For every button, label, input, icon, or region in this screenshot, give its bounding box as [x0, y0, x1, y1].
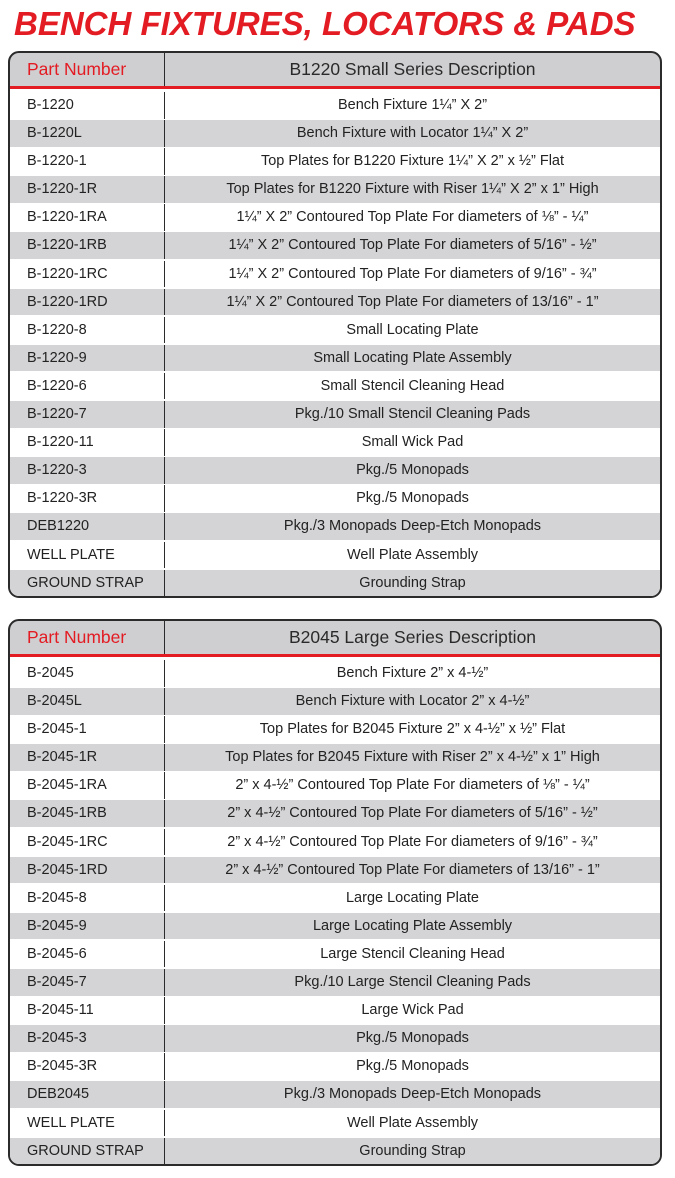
- table-row: [10, 997, 660, 1024]
- description-cell: Pkg./5 Monopads: [356, 490, 469, 507]
- table-row: [10, 716, 660, 743]
- page-title: BENCH FIXTURES, LOCATORS & PADS: [14, 5, 636, 42]
- part-number-cell: B-2045-1RC: [10, 829, 165, 856]
- part-number-cell: B-2045-3R: [10, 1053, 165, 1080]
- description-cell: 2” x 4-½” Contoured Top Plate For diameters of ⅛” - ¼”: [235, 777, 590, 794]
- description-cell: 2” x 4-½” Contoured Top Plate For diameters of 9/16” - ¾”: [227, 833, 598, 850]
- part-number-cell: B-2045-1RB: [10, 800, 165, 827]
- table-row: [10, 829, 660, 856]
- part-number-cell: B-1220-1: [10, 148, 165, 175]
- table-body: [10, 657, 660, 1164]
- description-cell: 1¼” X 2” Contoured Top Plate For diameters of 5/16” - ½”: [228, 237, 597, 254]
- table-row: [10, 485, 660, 512]
- description-cell: Grounding Strap: [359, 574, 466, 591]
- part-number-cell: B-2045-1: [10, 716, 165, 743]
- description-cell: 2” x 4-½” Contoured Top Plate For diameters of 5/16” - ½”: [227, 805, 598, 822]
- description-cell: Small Wick Pad: [361, 434, 464, 451]
- part-number-cell: WELL PLATE: [10, 1110, 165, 1137]
- description-cell: Top Plates for B2045 Fixture with Riser 2” x 4-½” x 1” High: [225, 749, 600, 766]
- table-row: [10, 204, 660, 231]
- description-cell: 2” x 4-½” Contoured Top Plate For diameters of 13/16” - 1”: [225, 861, 600, 878]
- part-number-cell: DEB1220: [10, 513, 165, 540]
- part-number-cell: B-2045-3: [10, 1025, 165, 1052]
- part-number-cell: DEB2045: [10, 1081, 165, 1108]
- part-number-cell: B-1220-9: [10, 345, 165, 372]
- part-number-cell: B-1220-1RB: [10, 232, 165, 259]
- table-row: [10, 1138, 660, 1165]
- description-cell: 1¼” X 2” Contoured Top Plate For diameters of ⅛” - ¼”: [236, 209, 589, 226]
- table-header: [10, 53, 660, 89]
- description-cell: Well Plate Assembly: [346, 546, 479, 563]
- part-number-cell: B-1220-6: [10, 373, 165, 400]
- table-row: [10, 1025, 660, 1052]
- description-cell: Small Locating Plate Assembly: [313, 349, 512, 366]
- table-body: [10, 89, 660, 596]
- table-row: [10, 261, 660, 288]
- part-number-cell: B-2045-8: [10, 885, 165, 912]
- part-number-cell: B-2045-1RD: [10, 857, 165, 884]
- part-number-cell: B-1220L: [10, 120, 165, 147]
- table-row: [10, 1081, 660, 1108]
- part-number-cell: B-2045-7: [10, 969, 165, 996]
- description-cell: Small Locating Plate: [346, 321, 479, 338]
- description-cell: Well Plate Assembly: [346, 1114, 479, 1131]
- table-row: [10, 345, 660, 372]
- description-cell: 1¼” X 2” Contoured Top Plate For diameters of 9/16” - ¾”: [228, 265, 597, 282]
- description-cell: Bench Fixture 2” x 4-½”: [336, 665, 489, 681]
- part-number-cell: B-1220-1RA: [10, 204, 165, 231]
- description-header: B2045 Large Series Description: [288, 627, 537, 647]
- description-cell: Bench Fixture with Locator 1¼” X 2”: [296, 125, 529, 142]
- description-cell: Large Locating Plate Assembly: [312, 917, 513, 934]
- part-number-cell: WELL PLATE: [10, 542, 165, 569]
- table-row: [10, 885, 660, 912]
- table-row: [10, 941, 660, 968]
- table-row: [10, 542, 660, 569]
- table-row: [10, 148, 660, 175]
- table-row: [10, 120, 660, 147]
- description-cell: Bench Fixture with Locator 2” x 4-½”: [295, 693, 530, 710]
- description-cell: Grounding Strap: [359, 1142, 466, 1159]
- description-cell: Top Plates for B1220 Fixture 1¼” X 2” x ½” Flat: [260, 153, 565, 170]
- table-row: [10, 688, 660, 715]
- part-number-cell: B-1220-7: [10, 401, 165, 428]
- part-number-cell: GROUND STRAP: [10, 1138, 165, 1165]
- table-row: [10, 913, 660, 940]
- table-row: [10, 92, 660, 119]
- description-header: B1220 Small Series Description: [289, 59, 536, 79]
- part-number-cell: B-2045L: [10, 688, 165, 715]
- large-series-table: [8, 619, 662, 1166]
- part-number-header: Part Number: [10, 621, 165, 654]
- description-cell: Top Plates for B2045 Fixture 2” x 4-½” x ½” Flat: [259, 721, 566, 738]
- table-header: [10, 621, 660, 657]
- part-number-cell: B-1220-11: [10, 429, 165, 456]
- table-row: [10, 289, 660, 316]
- part-number-cell: B-1220-8: [10, 317, 165, 344]
- table-row: [10, 969, 660, 996]
- description-cell: 1¼” X 2” Contoured Top Plate For diameters of 13/16” - 1”: [226, 293, 599, 310]
- small-series-table: [8, 51, 662, 598]
- table-row: [10, 1110, 660, 1137]
- part-number-cell: B-1220-3: [10, 457, 165, 484]
- table-row: [10, 373, 660, 400]
- description-cell: Pkg./3 Monopads Deep-Etch Monopads: [283, 518, 542, 535]
- description-cell: Bench Fixture 1¼” X 2”: [337, 97, 488, 113]
- description-cell: Pkg./5 Monopads: [356, 1058, 469, 1075]
- part-number-cell: B-2045-6: [10, 941, 165, 968]
- part-number-cell: B-2045-1R: [10, 744, 165, 771]
- table-row: [10, 513, 660, 540]
- part-number-cell: GROUND STRAP: [10, 570, 165, 597]
- description-cell: Pkg./5 Monopads: [356, 462, 469, 479]
- table-row: [10, 317, 660, 344]
- description-cell: Pkg./3 Monopads Deep-Etch Monopads: [283, 1086, 542, 1103]
- part-number-cell: B-1220-1RC: [10, 261, 165, 288]
- table-row: [10, 401, 660, 428]
- table-row: [10, 176, 660, 203]
- table-row: [10, 660, 660, 687]
- description-cell: Pkg./10 Large Stencil Cleaning Pads: [294, 974, 531, 991]
- description-cell: Top Plates for B1220 Fixture with Riser 1¼” X 2” x 1” High: [226, 181, 599, 198]
- table-row: [10, 800, 660, 827]
- description-cell: Large Stencil Cleaning Head: [320, 945, 505, 962]
- table-row: [10, 1053, 660, 1080]
- part-number-cell: B-2045: [10, 660, 165, 687]
- description-cell: Pkg./5 Monopads: [356, 1030, 469, 1047]
- part-number-header: Part Number: [10, 53, 165, 86]
- table-row: [10, 744, 660, 771]
- description-cell: Small Stencil Cleaning Head: [320, 377, 505, 394]
- table-row: [10, 772, 660, 799]
- table-row: [10, 570, 660, 597]
- table-row: [10, 457, 660, 484]
- part-number-cell: B-2045-9: [10, 913, 165, 940]
- part-number-cell: B-2045-1RA: [10, 772, 165, 799]
- description-cell: Large Wick Pad: [361, 1002, 464, 1019]
- table-row: [10, 857, 660, 884]
- table-row: [10, 429, 660, 456]
- part-number-cell: B-2045-11: [10, 997, 165, 1024]
- part-number-cell: B-1220: [10, 92, 165, 119]
- part-number-cell: B-1220-1RD: [10, 289, 165, 316]
- table-row: [10, 232, 660, 259]
- description-cell: Large Locating Plate: [345, 889, 479, 906]
- part-number-cell: B-1220-3R: [10, 485, 165, 512]
- part-number-cell: B-1220-1R: [10, 176, 165, 203]
- description-cell: Pkg./10 Small Stencil Cleaning Pads: [294, 406, 531, 423]
